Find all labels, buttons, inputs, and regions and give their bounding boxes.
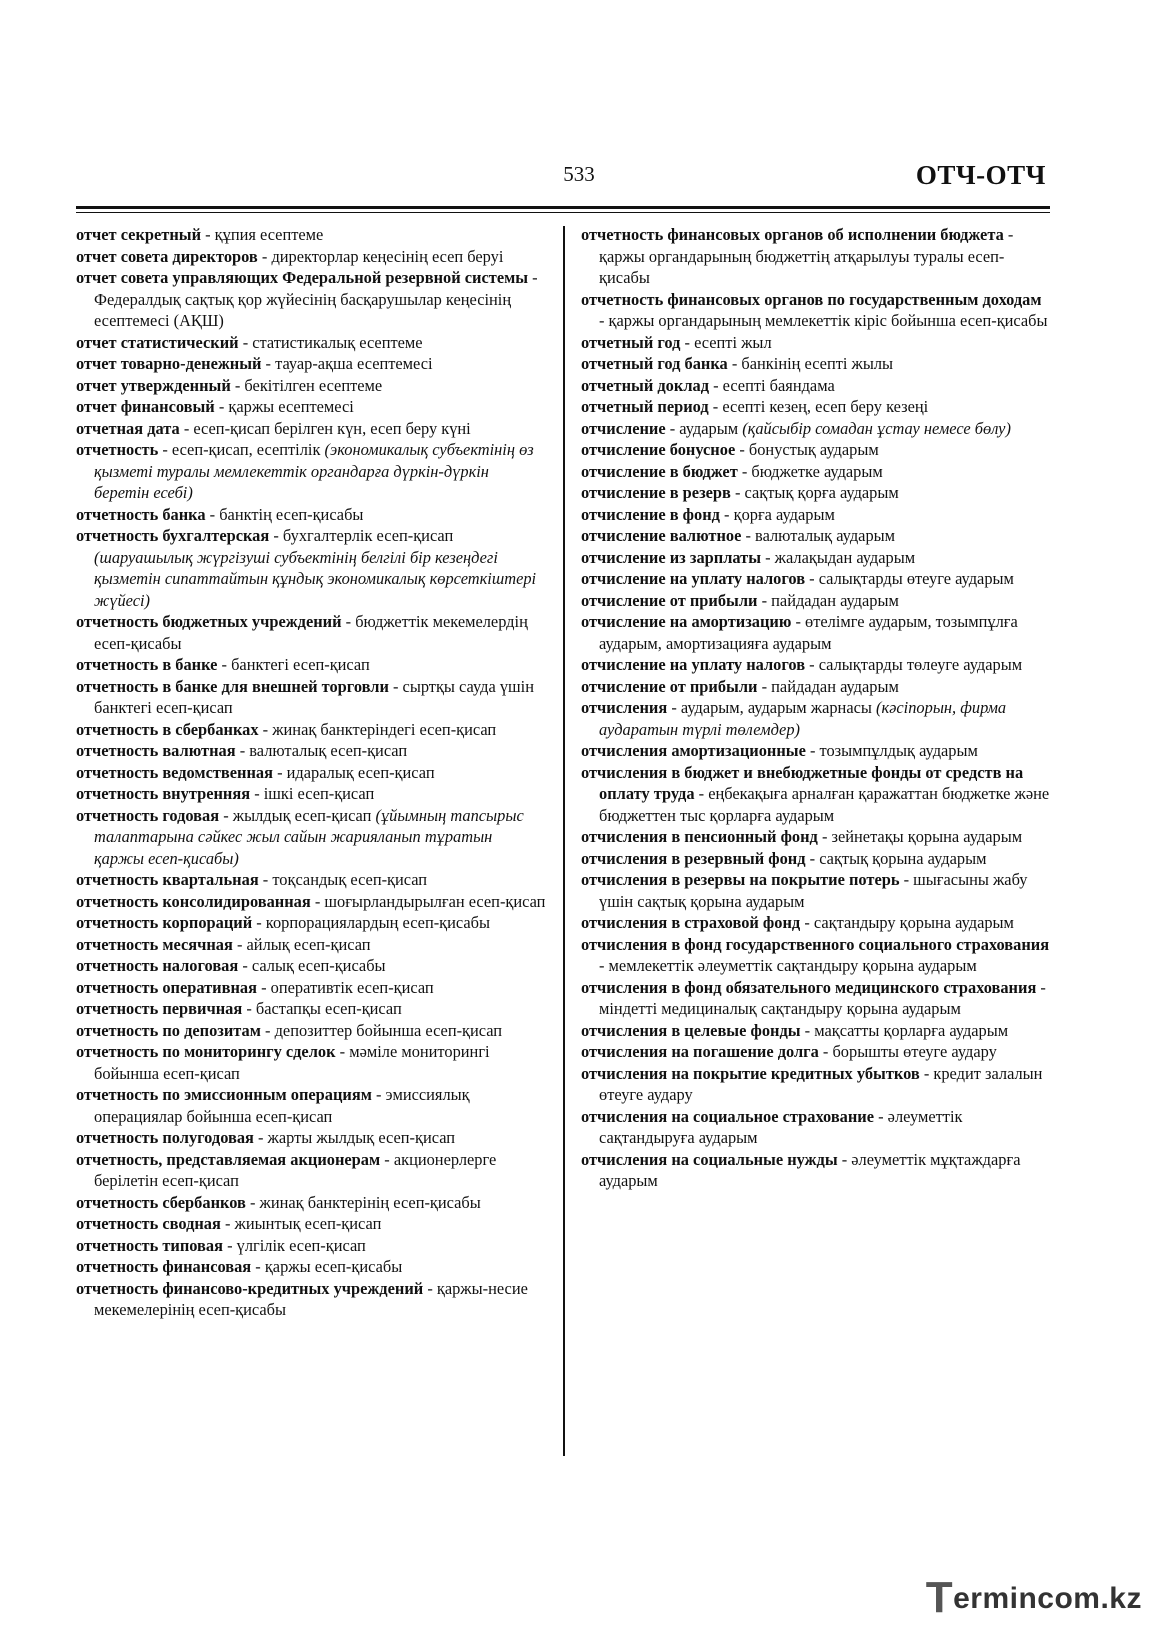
entry-definition: - бастапқы есеп-қисап xyxy=(242,999,402,1018)
dictionary-entry xyxy=(581,869,1051,912)
entry-definition: - кредит залалын өтеуге аудару xyxy=(599,1063,1043,1104)
dictionary-entry xyxy=(76,1213,546,1235)
entry-definition: - директорлар кеңесінің есеп беруі xyxy=(257,246,504,266)
dictionary-entry xyxy=(76,396,546,418)
entry-definition: - қорға аударым xyxy=(719,504,835,524)
entry-term: отчетная дата xyxy=(76,418,180,438)
entry-term: отчет совета директоров xyxy=(76,246,258,266)
entry-term: отчет статистический xyxy=(76,332,239,352)
entry-definition: - эмиссиялық операциялар бойынша есеп-қисап xyxy=(94,1085,470,1126)
page-number: 533 xyxy=(563,162,595,186)
entry-term: отчетность по депозитам xyxy=(76,1020,261,1040)
entry-term: отчисление в бюджет xyxy=(581,461,738,481)
entry-definition: - Федералдық сақтық қор жүйесінің басқарушылар кеңесінің есептемесі (АҚШ) xyxy=(94,268,538,330)
entry-term: отчетность месячная xyxy=(76,934,233,954)
dictionary-entry xyxy=(581,332,1051,354)
dictionary-entry xyxy=(76,719,546,741)
entry-term: отчетность оперативная xyxy=(76,977,257,997)
entry-term: отчисления на погашение долга xyxy=(581,1042,819,1061)
dictionary-entry xyxy=(581,482,1051,504)
entry-definition: - есеп-қисап берілген күн, есеп беру күні xyxy=(179,418,471,438)
entry-definition: - тоқсандық есеп-қисап xyxy=(258,870,428,889)
entry-definition: - банкінің есепті жылы xyxy=(727,354,894,373)
entry-definition: - мақсатты қорларға аударым xyxy=(800,1020,1009,1040)
entry-term: отчетность квартальная xyxy=(76,870,259,889)
dictionary-entry xyxy=(76,998,546,1020)
entry-definition: - акционерлерге берілетін есеп-қисап xyxy=(94,1149,497,1190)
entry-definition: - салықтарды төлеуге аударым xyxy=(805,655,1023,674)
dictionary-entry xyxy=(581,1149,1051,1192)
dictionary-entry xyxy=(76,246,546,268)
dictionary-entry xyxy=(581,977,1051,1020)
dictionary-entry xyxy=(76,1278,546,1321)
entry-term: отчисления в бюджет и внебюджетные фонды от средств на оплату труда xyxy=(581,762,1024,803)
entry-definition: - қаржы органдарының мемлекеттік кіріс бойынша есеп-қисабы xyxy=(599,311,1048,330)
entry-term: отчет совета управляющих Федеральной резервной системы xyxy=(76,268,529,287)
entry-term: отчетность сбербанков xyxy=(76,1192,246,1212)
dictionary-entry xyxy=(76,783,546,805)
entry-definition: - жинақ банктерінің есеп-қисабы xyxy=(245,1192,481,1212)
entry-definition: - бюджеттік мекемелердің есеп-қисабы xyxy=(94,612,528,653)
dictionary-entry xyxy=(76,418,546,440)
dictionary-entry xyxy=(76,224,546,246)
dictionary-entry xyxy=(581,547,1051,569)
entry-term: отчисление xyxy=(581,418,666,438)
entry-term: отчетность финансово-кредитных учреждений xyxy=(76,1278,424,1298)
dictionary-entry xyxy=(581,396,1051,418)
entry-definition: - пайдадан аударым xyxy=(757,676,899,696)
dictionary-entry xyxy=(581,224,1051,289)
dictionary-entry xyxy=(76,1041,546,1084)
entry-term: отчет утвержденный xyxy=(76,375,231,395)
dictionary-entry xyxy=(76,912,546,934)
dictionary-entry xyxy=(581,525,1051,547)
entry-note: (шаруашылық жүргізуші субъектінің белгілі бір кезеңдегі қызметін сипаттайтын құндық экономикалық көрсеткіштері жүйесі) xyxy=(94,547,537,610)
watermark-logo xyxy=(926,1573,1142,1623)
dictionary-entry xyxy=(581,439,1051,461)
entry-definition: - мемлекеттік әлеуметтік сақтандыру қорына аударым xyxy=(599,956,977,975)
entry-definition: - жылдық есеп-қисап xyxy=(219,805,376,825)
entry-definition: - ішкі есеп-қисап xyxy=(250,784,375,803)
entry-term: отчетность xyxy=(76,440,159,459)
entry-definition: - сақтық қорға аударым xyxy=(730,483,899,502)
dictionary-entry xyxy=(76,1235,546,1257)
entry-term: отчетный год банка xyxy=(581,354,728,373)
entry-definition: - айлық есеп-қисап xyxy=(232,934,371,954)
entry-definition: - жарты жылдық есеп-қисап xyxy=(253,1128,456,1147)
dictionary-entry xyxy=(76,977,546,999)
entry-definition: - еңбекақыға арналған қаражаттан бюджетке және бюджеттен тыс қорларға аударым xyxy=(599,784,1050,825)
entry-definition: - өтелімге аударым, тозымпұлға аударым, амортизацияға аударым xyxy=(599,612,1018,653)
header-rule-thin xyxy=(76,212,1050,213)
entry-term: отчисления в целевые фонды xyxy=(581,1020,801,1040)
entry-definition: - салықтарды өтеуге аударым xyxy=(805,569,1014,588)
entry-term: отчетность типовая xyxy=(76,1235,223,1255)
dictionary-entry xyxy=(76,1192,546,1214)
entry-term: отчисление бонусное xyxy=(581,440,736,459)
entry-definition: - қаржы-несие мекемелерінің есеп-қисабы xyxy=(94,1278,528,1319)
dictionary-entry xyxy=(76,654,546,676)
dictionary-entry xyxy=(581,611,1051,654)
entry-term: отчисления на покрытие кредитных убытков xyxy=(581,1063,920,1083)
entry-term: отчисление валютное xyxy=(581,526,742,545)
dictionary-entry xyxy=(76,934,546,956)
dictionary-entry xyxy=(76,1020,546,1042)
entry-note: (экономикалық субъектінің өз қызметі туралы мемлекеттік органдарға дүркін-дүркін беретін есебі) xyxy=(94,440,534,502)
entry-term: отчетность корпораций xyxy=(76,913,253,932)
dictionary-entry xyxy=(581,1063,1051,1106)
dictionary-entry xyxy=(76,762,546,784)
entry-definition: - идаралық есеп-қисап xyxy=(272,762,435,782)
entry-term: отчет товарно-денежный xyxy=(76,354,262,373)
dictionary-entry xyxy=(581,676,1051,698)
watermark-initial: T xyxy=(925,1573,954,1622)
entry-term: отчетный год xyxy=(581,332,681,352)
entry-term: отчисления в фонд государственного социального страхования xyxy=(581,934,1050,954)
dictionary-entry xyxy=(76,504,546,526)
dictionary-entry xyxy=(581,762,1051,827)
entry-definition: - жинақ банктеріндегі есеп-қисап xyxy=(258,719,497,739)
entry-definition: - сыртқы сауда үшін банктегі есеп-қисап xyxy=(94,676,534,717)
dictionary-entry xyxy=(581,848,1051,870)
entry-term: отчисление от прибыли xyxy=(581,676,758,696)
entry-definition: - үлгілік есеп-қисап xyxy=(222,1235,366,1255)
entry-definition: - аударым, аударым жарнасы xyxy=(667,698,876,717)
entry-term: отчетность годовая xyxy=(76,805,220,825)
entry-definition: - сақтық қорына аударым xyxy=(805,848,987,868)
entry-definition: - құпия есептеме xyxy=(201,225,324,244)
entry-definition: - депозиттер бойынша есеп-қисап xyxy=(260,1020,503,1040)
entry-definition: - мәміле мониторингі бойынша есеп-қисап xyxy=(94,1042,490,1083)
dictionary-entry xyxy=(76,891,546,913)
right-column xyxy=(581,224,1051,1192)
dictionary-entry xyxy=(76,1084,546,1127)
entry-definition: - статистикалық есептеме xyxy=(238,332,423,352)
entry-term: отчет секретный xyxy=(76,225,202,244)
entry-term: отчетность по мониторингу сделок xyxy=(76,1042,336,1061)
dictionary-entry xyxy=(76,955,546,977)
entry-definition: - валюталық аударым xyxy=(741,526,896,545)
dictionary-entry xyxy=(581,1041,1051,1063)
entry-definition: - тауар-ақша есептемесі xyxy=(261,354,433,373)
dictionary-entry xyxy=(581,289,1051,332)
dictionary-entry xyxy=(76,740,546,762)
running-head: ОТЧ-ОТЧ xyxy=(915,160,1046,190)
entry-definition: - борышты өтеуге аудару xyxy=(818,1042,997,1061)
dictionary-entry xyxy=(76,1256,546,1278)
entry-note: (қайсыбір сомадан ұстау немесе бөлу) xyxy=(742,418,1011,438)
entry-term: отчисление на уплату налогов xyxy=(581,655,806,674)
entry-definition: - салық есеп-қисабы xyxy=(238,956,386,975)
entry-definition: - бекітілген есептеме xyxy=(230,375,383,395)
entry-term: отчетность по эмиссионным операциям xyxy=(76,1085,372,1104)
entry-term: отчетность первичная xyxy=(76,999,243,1018)
dictionary-entry xyxy=(76,439,546,504)
entry-definition: - міндетті медициналық сақтандыру қорына аударым xyxy=(599,977,1046,1018)
dictionary-entry xyxy=(76,332,546,354)
dictionary-entry xyxy=(76,267,546,332)
entry-term: отчетность в банке xyxy=(76,655,218,674)
entry-term: отчет финансовый xyxy=(76,397,215,416)
entry-definition: - сақтандыру қорына аударым xyxy=(800,913,1014,932)
entry-term: отчетный доклад xyxy=(581,375,709,395)
entry-note: (кәсіпорын, фирма аударатын түрлі төлемдер) xyxy=(599,698,1007,739)
dictionary-entry xyxy=(581,912,1051,934)
entry-term: отчисления амортизационные xyxy=(581,741,806,760)
dictionary-entry xyxy=(76,869,546,891)
entry-term: отчетность в банке для внешней торговли xyxy=(76,676,389,696)
entry-term: отчисления на социальное страхование xyxy=(581,1106,875,1126)
entry-term: отчетность финансовых органов об исполнении бюджета xyxy=(581,225,1004,244)
entry-term: отчетный период xyxy=(581,397,709,416)
entry-term: отчетность внутренняя xyxy=(76,784,251,803)
entry-definition: - аударым xyxy=(665,418,743,438)
entry-term: отчисление на уплату налогов xyxy=(581,569,806,588)
dictionary-entry xyxy=(581,1106,1051,1149)
entry-term: отчисления на социальные нужды xyxy=(581,1149,838,1169)
entry-definition: - валюталық есеп-қисап xyxy=(235,741,408,760)
entry-definition: - тозымпұлдық аударым xyxy=(805,741,978,760)
dictionary-entry xyxy=(76,375,546,397)
entry-term: отчетность бюджетных учреждений xyxy=(76,612,342,631)
entry-term: отчисления в страховой фонд xyxy=(581,913,801,932)
dictionary-entry xyxy=(581,1020,1051,1042)
entry-definition: - есепті кезең, есеп беру кезеңі xyxy=(708,397,929,416)
entry-term: отчетность сводная xyxy=(76,1214,221,1233)
entry-definition: - жалақыдан аударым xyxy=(761,547,916,567)
entry-definition: - бонустық аударым xyxy=(735,440,879,459)
dictionary-entry xyxy=(581,353,1051,375)
entry-term: отчетность в сбербанках xyxy=(76,719,259,739)
entry-term: отчетность налоговая xyxy=(76,956,239,975)
entry-note: (ұйымның тапсырыс талаптарына сәйкес жыл сайын жарияланып тұратын қаржы есеп-қисабы) xyxy=(94,805,524,868)
entry-definition: - есепті жыл xyxy=(680,332,772,352)
dictionary-entry xyxy=(76,1127,546,1149)
dictionary-entry xyxy=(581,697,1051,740)
dictionary-entry xyxy=(581,590,1051,612)
dictionary-entry xyxy=(581,568,1051,590)
entry-definition: - қаржы есептемесі xyxy=(214,397,354,416)
entry-term: отчисление в резерв xyxy=(581,483,731,502)
dictionary-entry xyxy=(581,826,1051,848)
dictionary-entry xyxy=(76,805,546,870)
dictionary-entry xyxy=(581,740,1051,762)
entry-term: отчетность бухгалтерская xyxy=(76,526,270,545)
entry-term: отчисление из зарплаты xyxy=(581,547,762,567)
entry-definition: - жиынтық есеп-қисап xyxy=(220,1214,382,1233)
dictionary-entry xyxy=(581,375,1051,397)
entry-definition: - қаржы есеп-қисабы xyxy=(251,1257,403,1276)
watermark-text: ermincom.kz xyxy=(953,1582,1142,1615)
dictionary-entry xyxy=(76,611,546,654)
entry-definition: - банктегі есеп-қисап xyxy=(217,655,370,674)
entry-definition: - шығасыны жабу үшін сақтық қорына аударым xyxy=(599,870,1028,911)
entry-definition: - оперативтік есеп-қисап xyxy=(257,977,434,997)
entry-term: отчетность полугодовая xyxy=(76,1128,254,1147)
entry-term: отчисления xyxy=(581,698,668,717)
dictionary-entry xyxy=(581,504,1051,526)
entry-definition: - есеп-қисап, есептілік xyxy=(158,440,325,459)
entry-term: отчисления в резервный фонд xyxy=(581,848,806,868)
entry-term: отчисления в фонд обязательного медицинского страхования xyxy=(581,977,1037,997)
entry-term: отчетность ведомственная xyxy=(76,762,273,782)
dictionary-entry xyxy=(581,934,1051,977)
entry-term: отчисления в резервы на покрытие потерь xyxy=(581,870,900,889)
entry-term: отчетность финансовых органов по государственным доходам xyxy=(581,289,1042,309)
column-divider xyxy=(563,226,565,1456)
entry-term: отчетность консолидированная xyxy=(76,891,311,911)
entry-term: отчетность, представляемая акционерам xyxy=(76,1149,381,1169)
entry-definition: - әлеуметтік мұқтаждарға аударым xyxy=(599,1149,1021,1190)
dictionary-entry xyxy=(76,676,546,719)
entry-term: отчетность валютная xyxy=(76,741,236,760)
dictionary-entry xyxy=(76,1149,546,1192)
entry-definition: - бухгалтерлік есеп-қисап xyxy=(269,526,454,545)
entry-definition: - есепті баяндама xyxy=(709,375,835,395)
dictionary-entry xyxy=(581,418,1051,440)
entry-definition: - бюджетке аударым xyxy=(737,461,883,481)
dictionary-entry xyxy=(76,353,546,375)
entry-definition: - қаржы органдарының бюджеттің атқарылуы туралы есеп-қисабы xyxy=(599,225,1014,287)
entry-term: отчисление в фонд xyxy=(581,504,720,524)
entry-definition: - шоғырландырылған есеп-қисап xyxy=(310,891,546,911)
entry-term: отчисление от прибыли xyxy=(581,590,758,610)
entry-term: отчетность финансовая xyxy=(76,1257,252,1276)
entry-term: отчетность банка xyxy=(76,504,206,524)
dictionary-entry xyxy=(76,525,546,611)
dictionary-entry xyxy=(581,654,1051,676)
entry-definition: - әлеуметтік сақтандыруға аударым xyxy=(599,1106,963,1147)
entry-term: отчисление на амортизацию xyxy=(581,612,792,631)
entry-definition: - пайдадан аударым xyxy=(757,590,899,610)
entry-definition: - корпорациялардың есеп-қисабы xyxy=(252,913,491,932)
dictionary-entry xyxy=(581,461,1051,483)
entry-definition: - зейнетақы қорына аударым xyxy=(817,827,1023,846)
entry-definition: - банктің есеп-қисабы xyxy=(205,504,364,524)
left-column xyxy=(76,224,546,1321)
header-rule-thick xyxy=(76,206,1050,209)
entry-term: отчисления в пенсионный фонд xyxy=(581,827,818,846)
